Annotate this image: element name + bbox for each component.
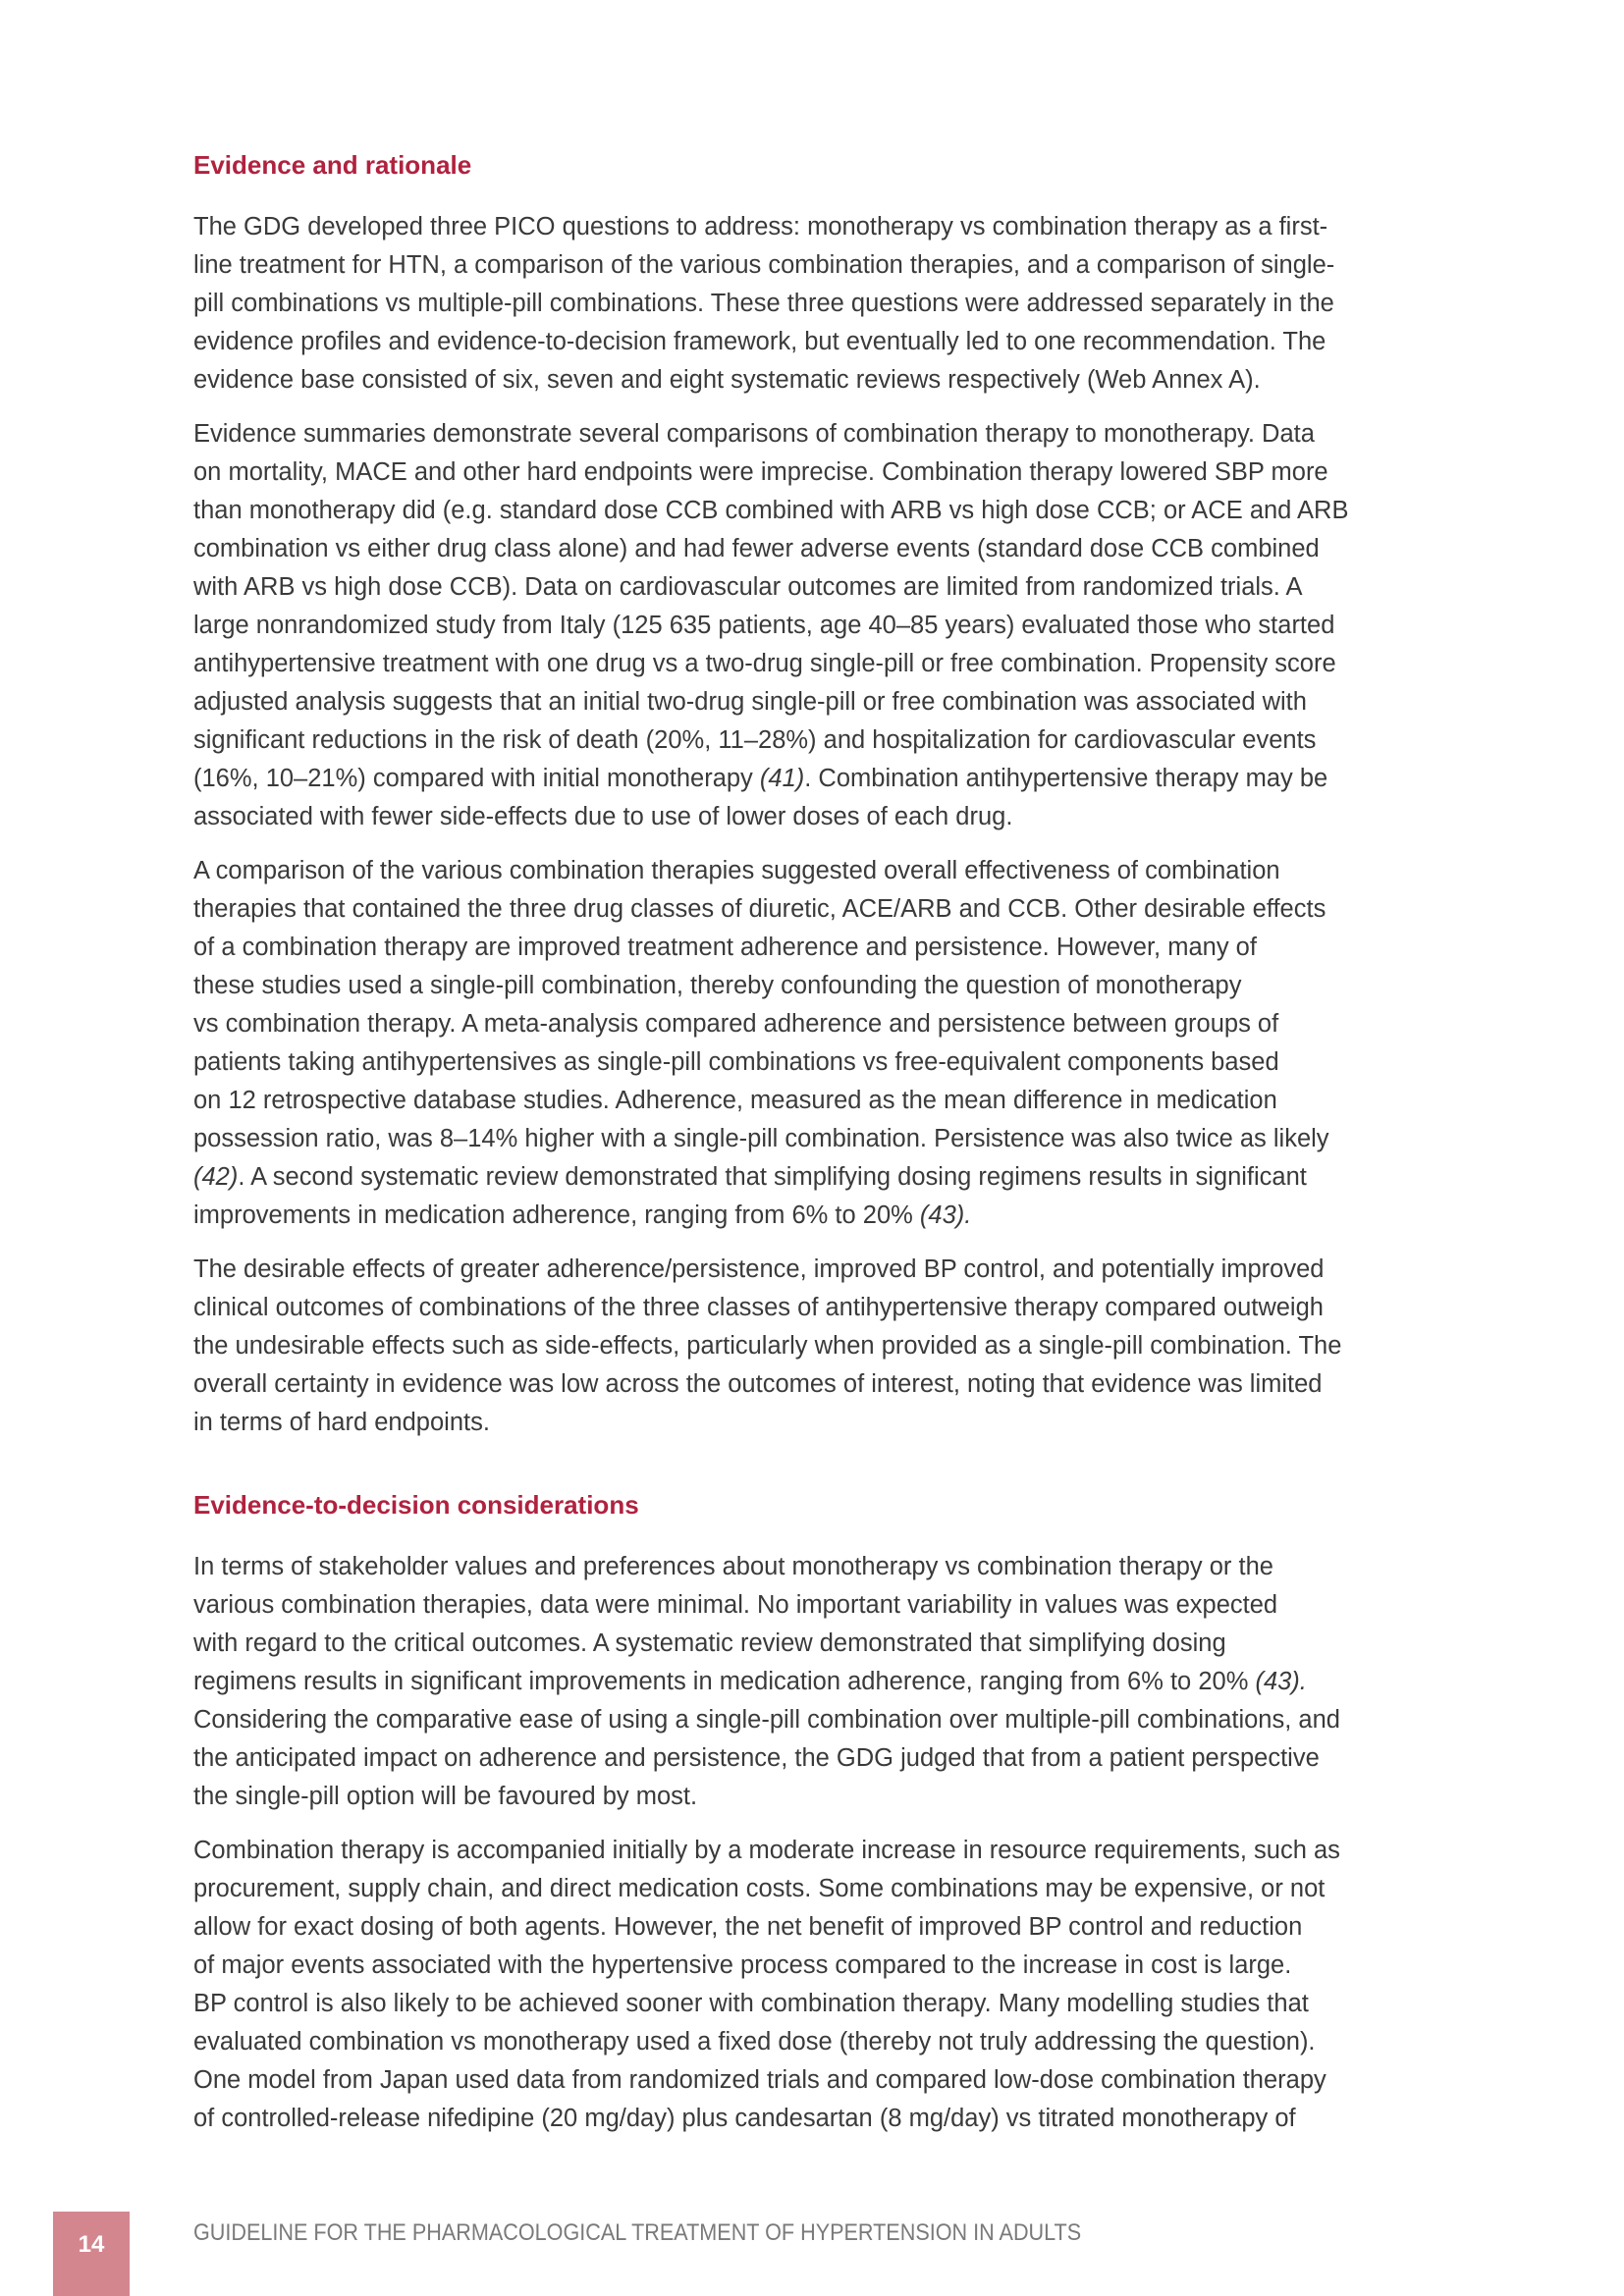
- citation-ref: (43).: [1255, 1668, 1307, 1695]
- text-line: A comparison of the various combination therapies suggested overall effectiveness of combination: [193, 857, 1280, 884]
- page-content: [193, 147, 1431, 2138]
- text-segment: regimens results in significant improvements in medication adherence, ranging from 6% to 20%: [193, 1668, 1256, 1695]
- section-heading-evidence-to-decision: Evidence-to-decision considerations: [193, 1490, 639, 1520]
- text-segment: (16%, 10–21%) compared with initial monotherapy: [193, 765, 753, 792]
- text-line: evidence profiles and evidence-to-decision framework, but eventually led to one recommendation. The: [193, 328, 1326, 355]
- text-line: patients taking antihypertensives as single-pill combinations vs free-equivalent components based: [193, 1048, 1279, 1076]
- text-segment: improvements in medication adherence, ranging from 6% to 20%: [193, 1201, 920, 1229]
- text-line: Combination therapy is accompanied initially by a moderate increase in resource requirements, such as: [193, 1837, 1340, 1864]
- paragraph: [193, 1548, 1431, 1816]
- citation-ref: (42): [193, 1163, 239, 1191]
- text-line: clinical outcomes of combinations of the three classes of antihypertensive therapy compared outweigh: [193, 1294, 1324, 1321]
- paragraph: [193, 415, 1431, 836]
- text-line: in terms of hard endpoints.: [193, 1409, 490, 1436]
- running-footer-title: GUIDELINE FOR THE PHARMACOLOGICAL TREATMENT OF HYPERTENSION IN ADULTS: [193, 2219, 1082, 2246]
- text-line: possession ratio, was 8–14% higher with a single-pill combination. Persistence was also twice as likely: [193, 1125, 1329, 1152]
- text-line: the undesirable effects such as side-effects, particularly when provided as a single-pill combination. The: [193, 1332, 1342, 1360]
- text-line: adjusted analysis suggests that an initial two-drug single-pill or free combination was associated with: [193, 688, 1307, 716]
- text-line: evidence base consisted of six, seven and eight systematic reviews respectively (Web Annex A).: [193, 366, 1261, 394]
- text-line: [193, 1663, 1431, 1701]
- text-line: line treatment for HTN, a comparison of the various combination therapies, and a comparison of single-: [193, 251, 1335, 279]
- text-line: allow for exact dosing of both agents. However, the net benefit of improved BP control and reduction: [193, 1913, 1303, 1941]
- text-line: [193, 1197, 1431, 1235]
- text-line: with ARB vs high dose CCB). Data on cardiovascular outcomes are limited from randomized trials. A: [193, 573, 1303, 601]
- paragraph: [193, 208, 1431, 400]
- text-line: the anticipated impact on adherence and persistence, the GDG judged that from a patient perspective: [193, 1744, 1320, 1772]
- text-line: on 12 retrospective database studies. Adherence, measured as the mean difference in medication: [193, 1087, 1277, 1114]
- text-line: the single-pill option will be favoured by most.: [193, 1783, 698, 1810]
- text-line: The desirable effects of greater adherence/persistence, improved BP control, and potentially improved: [193, 1255, 1325, 1283]
- text-segment: . A second systematic review demonstrated that simplifying dosing regimens results in significant: [238, 1163, 1307, 1191]
- text-line: overall certainty in evidence was low across the outcomes of interest, noting that evidence was limited: [193, 1370, 1323, 1398]
- text-segment: . Combination antihypertensive therapy may be: [804, 765, 1328, 792]
- text-line: antihypertensive treatment with one drug vs a two-drug single-pill or free combination. Propensity score: [193, 650, 1336, 677]
- text-line: therapies that contained the three drug classes of diuretic, ACE/ARB and CCB. Other desirable effects: [193, 895, 1326, 923]
- page-number: 14: [78, 2231, 105, 2258]
- text-line: [193, 760, 1431, 798]
- paragraph: [193, 1832, 1431, 2138]
- text-line: evaluated combination vs monotherapy used a fixed dose (thereby not truly addressing the question).: [193, 2028, 1316, 2056]
- text-line: combination vs either drug class alone) and had fewer adverse events (standard dose CCB combined: [193, 535, 1320, 562]
- citation-ref: (43).: [919, 1201, 972, 1229]
- text-line: various combination therapies, data were minimal. No important variability in values was expected: [193, 1591, 1278, 1619]
- text-line: procurement, supply chain, and direct medication costs. Some combinations may be expensive, or not: [193, 1875, 1326, 1902]
- text-line: BP control is also likely to be achieved sooner with combination therapy. Many modelling studies that: [193, 1990, 1309, 2017]
- text-line: associated with fewer side-effects due to use of lower doses of each drug.: [193, 803, 1013, 830]
- text-line: The GDG developed three PICO questions to address: monotherapy vs combination therapy as a first-: [193, 213, 1328, 240]
- text-line: of major events associated with the hypertensive process compared to the increase in cost is large.: [193, 1951, 1292, 1979]
- text-line: significant reductions in the risk of death (20%, 11–28%) and hospitalization for cardiovascular events: [193, 726, 1317, 754]
- text-line: of controlled-release nifedipine (20 mg/day) plus candesartan (8 mg/day) vs titrated monotherapy of: [193, 2105, 1296, 2132]
- text-line: than monotherapy did (e.g. standard dose CCB combined with ARB vs high dose CCB; or ACE and ARB: [193, 497, 1349, 524]
- text-line: these studies used a single-pill combination, thereby confounding the question of monotherapy: [193, 972, 1242, 999]
- text-line: In terms of stakeholder values and preferences about monotherapy vs combination therapy or the: [193, 1553, 1273, 1580]
- text-line: pill combinations vs multiple-pill combinations. These three questions were addressed separately in the: [193, 290, 1334, 317]
- text-line: [193, 1158, 1431, 1197]
- paragraph: [193, 852, 1431, 1235]
- text-line: of a combination therapy are improved treatment adherence and persistence. However, many of: [193, 934, 1257, 961]
- text-line: with regard to the critical outcomes. A systematic review demonstrated that simplifying dosing: [193, 1629, 1226, 1657]
- section-heading-evidence-rationale: Evidence and rationale: [193, 150, 472, 180]
- text-line: Considering the comparative ease of using a single-pill combination over multiple-pill combinations, and: [193, 1706, 1340, 1734]
- text-line: One model from Japan used data from randomized trials and compared low-dose combination therapy: [193, 2066, 1326, 2094]
- text-line: vs combination therapy. A meta-analysis compared adherence and persistence between groups of: [193, 1010, 1279, 1038]
- paragraph: [193, 1251, 1431, 1442]
- text-line: Evidence summaries demonstrate several comparisons of combination therapy to monotherapy. Data: [193, 420, 1315, 448]
- text-line: on mortality, MACE and other hard endpoints were imprecise. Combination therapy lowered SBP more: [193, 458, 1328, 486]
- text-line: large nonrandomized study from Italy (125 635 patients, age 40–85 years) evaluated those who started: [193, 612, 1335, 639]
- citation-ref: (41): [759, 765, 805, 792]
- page-number-tab: [53, 2212, 130, 2296]
